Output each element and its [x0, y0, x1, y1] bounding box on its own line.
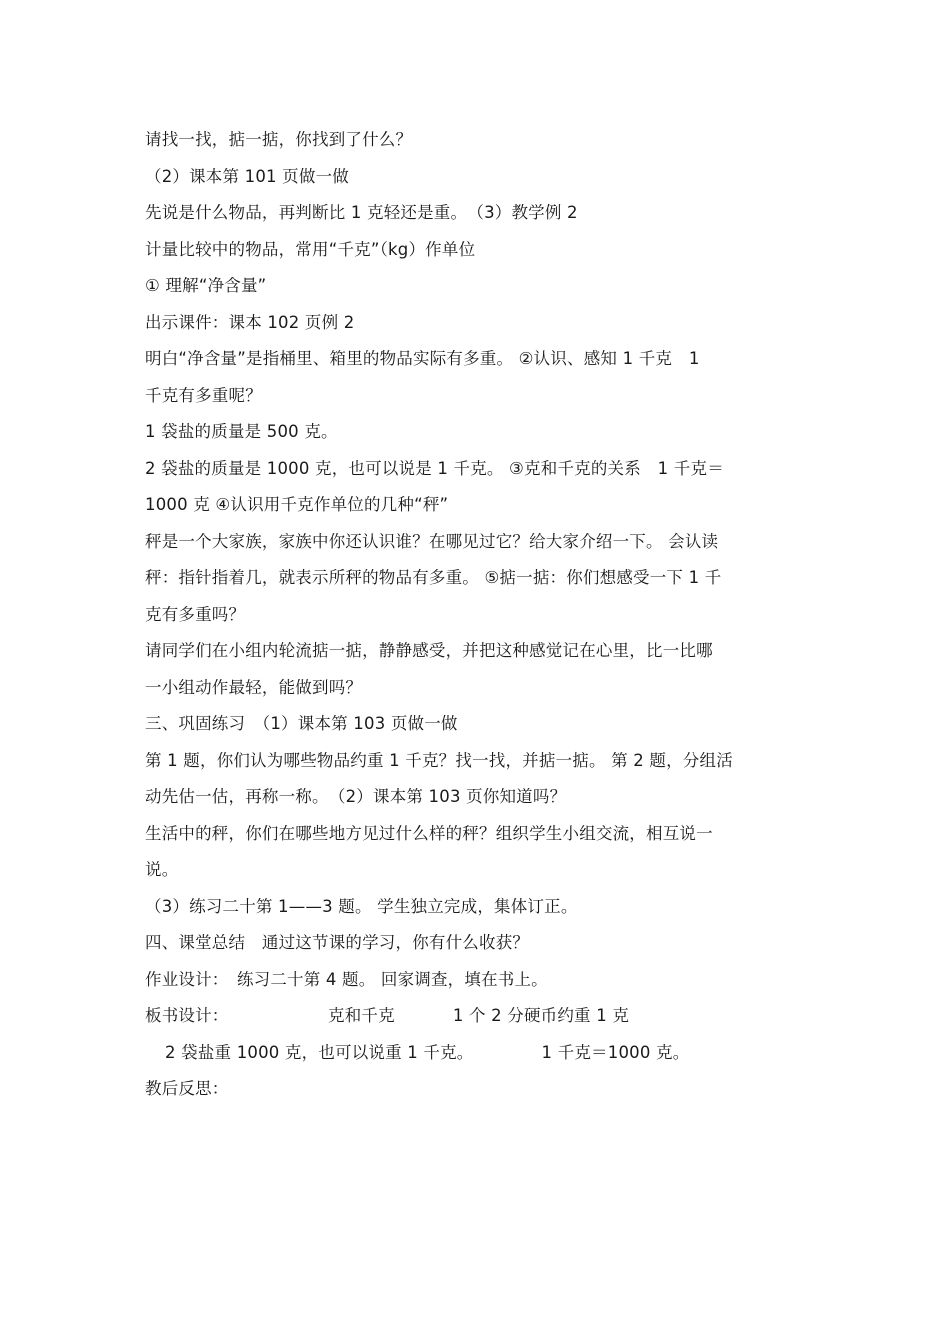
board-fact-conversion: 1 千克＝1000 克。	[541, 1042, 690, 1062]
text-line: 秤：指针指着几，就表示所秤的物品有多重。 ⑤掂一掂：你们想感受一下 1 千	[145, 568, 722, 587]
text-line: 第 1 题，你们认为哪些物品约重 1 千克？找一找，并掂一掂。 第 2 题，分组活	[145, 750, 733, 770]
reflection-heading: 教后反思：	[145, 1079, 229, 1098]
text-line: 明白“净含量”是指桶里、箱里的物品实际有多重。 ②认识、感知 1 千克 1	[145, 349, 700, 368]
board-fact-coin: 1 个 2 分硬币约重 1 克	[452, 1006, 630, 1025]
text-line: 三、巩固练习 （1）课本第 103 页做一做	[145, 714, 458, 733]
text-line: 先说是什么物品，再判断比 1 克轻还是重。 （3）教学例 2	[145, 203, 578, 222]
lesson-text	[145, 122, 810, 1108]
board-fact-salt: 2 袋盐重 1000 克，也可以说重 1 千克。	[165, 1042, 474, 1062]
text-line: 动先估一估，再称一称。 （2）课本第 103 页你知道吗？	[145, 787, 567, 806]
text-line: 秤是一个大家族，家族中你还认识谁？在哪见过它？给大家介绍一下。 会认读	[145, 531, 719, 551]
text-line: 1 袋盐的质量是 500 克。	[145, 422, 338, 441]
text-line: 计量比较中的物品，常用“千克”（kg）作单位	[145, 239, 476, 259]
text-line: ① 理解“净含量”	[145, 276, 267, 295]
text-line: 生活中的秤，你们在哪些地方见过什么样的秤？组织学生小组交流，相互说一	[145, 823, 713, 843]
text-line: 1000 克 ④认识用千克作单位的几种“秤”	[145, 495, 449, 514]
text-line: 克有多重吗？	[145, 604, 246, 624]
text-line: 2 袋盐的质量是 1000 克，也可以说是 1 千克。 ③克和千克的关系 1 千克＝	[145, 458, 724, 478]
board-design-line	[145, 998, 810, 1035]
board-title: 克和千克	[328, 1006, 395, 1025]
text-line: 请同学们在小组内轮流掂一掂，静静感受，并把这种感觉记在心里，比一比哪	[145, 641, 713, 660]
board-design-line-2	[145, 1035, 810, 1072]
text-line: 一小组动作最轻，能做到吗？	[145, 677, 363, 697]
text-line: 请找一找，掂一掂，你找到了什么？	[145, 130, 413, 149]
text-line: 作业设计： 练习二十第 4 题。 回家调查，填在书上。	[145, 969, 548, 989]
board-label: 板书设计：	[145, 1006, 229, 1025]
text-line: （3）练习二十第 1——3 题。 学生独立完成，集体订正。	[145, 896, 578, 916]
text-line: （2）课本第 101 页做一做	[145, 166, 349, 186]
text-line: 四、课堂总结 通过这节课的学习，你有什么收获？	[145, 933, 530, 952]
text-line: 千克有多重呢？	[145, 385, 262, 405]
text-line: 说。	[145, 860, 179, 879]
text-line: 出示课件：课本 102 页例 2	[145, 312, 355, 332]
